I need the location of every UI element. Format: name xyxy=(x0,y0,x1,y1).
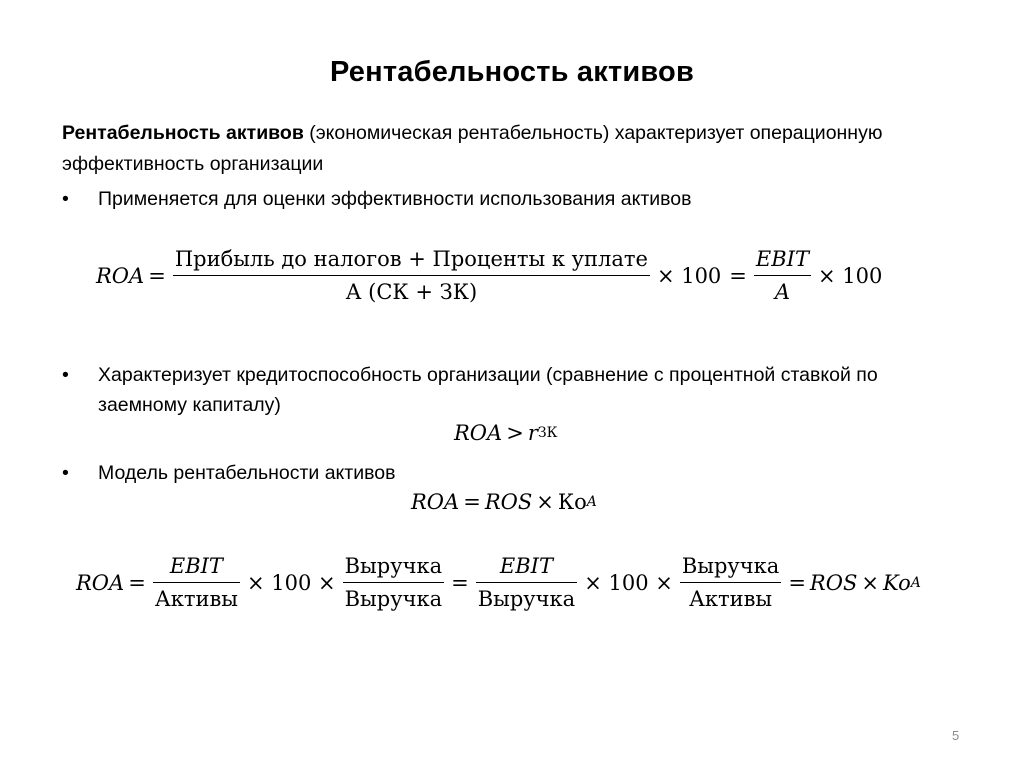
fraction-numerator: Выручка xyxy=(681,554,780,578)
intro-rest-text: (экономическая рентабельность) характеризует операционную эффективность организации xyxy=(62,122,883,175)
fraction-numerator: Прибыль до налогов + Проценты к уплате xyxy=(174,247,648,271)
formula-fraction-revenue-assets xyxy=(680,553,781,612)
formula-fraction-revenue-revenue xyxy=(343,553,444,612)
formula-times: × xyxy=(861,570,879,595)
bullet-dot: • xyxy=(62,188,69,210)
formula-lhs: ROA xyxy=(96,263,145,288)
formula-fraction-ebit-assets xyxy=(153,553,240,612)
formula-greater-than: > xyxy=(506,421,524,445)
formula-roa-definition xyxy=(96,246,886,305)
formula-lhs: ROA xyxy=(454,421,503,445)
formula-equals: = xyxy=(788,570,806,595)
formula-ros: ROS xyxy=(809,570,858,595)
formula-times: × xyxy=(536,490,554,514)
formula-ko: Ko xyxy=(882,570,911,595)
bullet-text: Модель рентабельности активов xyxy=(98,462,396,484)
page-number: 5 xyxy=(952,728,960,743)
bullet-dot: • xyxy=(62,364,69,386)
intro-bold-term: Рентабельность активов xyxy=(62,122,304,144)
fraction-denominator: Активы xyxy=(680,582,781,612)
fraction-denominator: A xyxy=(754,275,811,305)
formula-fraction-ebit-revenue xyxy=(476,553,577,612)
formula-lhs: ROA xyxy=(411,490,460,514)
fraction-numerator: EBIT xyxy=(169,554,223,578)
fraction-denominator: Выручка xyxy=(476,582,577,612)
formula-roa-model: ROA = ROS × Ко A xyxy=(411,490,597,514)
formula-equals: = xyxy=(148,263,166,288)
formula-roa-decomposition: ROA = $\frac{\text{EBIT}}{\text{Активы}}$ × 100 × $\frac{\text{Выручка}}{\text{Выручка}}$ = $\frac{\text{EBIT}}{\text{Выручка}}$ × 100 × $\frac{\text{Выручка}}{\text{Активы}}$ = ROS × Ko A xyxy=(76,554,921,611)
fraction-denominator: Выручка xyxy=(343,582,444,612)
formula-rate: r xyxy=(527,421,538,445)
bullet-dot: • xyxy=(62,462,69,484)
slide-title: Рентабельность активов xyxy=(329,56,694,88)
fraction-numerator: Выручка xyxy=(344,554,443,578)
fraction-denominator: Активы xyxy=(153,582,240,612)
formula-ko: Ко xyxy=(557,490,587,514)
formula-ros: ROS xyxy=(484,490,533,514)
bullet-text: Характеризует кредитоспособность организации (сравнение с процентной ставкой по заемному капиталу) xyxy=(98,364,878,416)
formula-times-100: × 100 xyxy=(656,263,722,288)
formula-fraction-main xyxy=(173,246,650,305)
formula-roa-vs-rate: ROA > r ЗК xyxy=(454,421,558,445)
fraction-numerator: EBIT xyxy=(755,247,809,271)
formula-equals: = xyxy=(463,490,481,514)
formula-times-100: × 100 × xyxy=(584,570,673,595)
fraction-denominator: А (СК + ЗК) xyxy=(173,275,650,305)
formula-times-100: × 100 × xyxy=(247,570,336,595)
formula-lhs: ROA xyxy=(76,570,125,595)
formula-equals: = xyxy=(451,570,469,595)
formula-equals: = xyxy=(729,263,747,288)
formula-equals: = xyxy=(128,570,146,595)
bullet-text: Применяется для оценки эффективности использования активов xyxy=(98,188,692,210)
fraction-numerator: EBIT xyxy=(499,554,553,578)
formula-times-100: × 100 xyxy=(817,263,883,288)
formula-fraction-ebit xyxy=(754,246,811,305)
intro-paragraph xyxy=(62,118,942,180)
